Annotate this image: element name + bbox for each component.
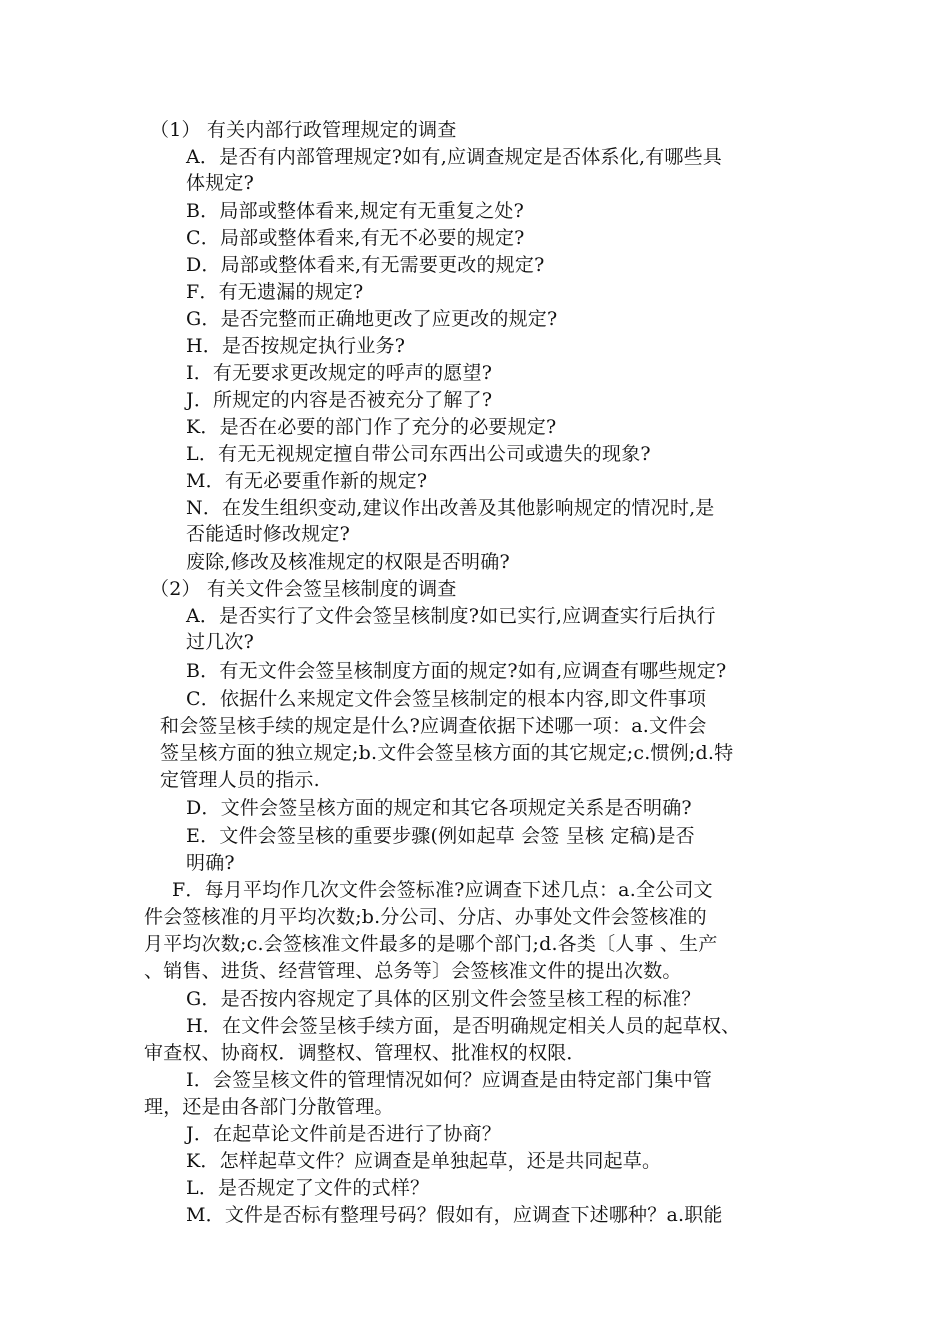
s1-item-n-cont: 否能适时修改规定? xyxy=(186,523,350,545)
s2-item-l: L．是否规定了文件的式样？ xyxy=(186,1177,430,1199)
s1-item-f: F．有无遗漏的规定? xyxy=(186,281,364,303)
s2-item-i: I．会签呈核文件的管理情况如何？应调查是由特定部门集中管 xyxy=(186,1069,713,1091)
s1-item-a-cont: 体规定? xyxy=(186,172,254,194)
s1-item-i: I．有无要求更改规定的呼声的愿望? xyxy=(186,362,493,384)
s2-item-k: K．怎样起草文件？应调查是单独起草，还是共同起草。 xyxy=(186,1150,662,1172)
s2-item-d: D．文件会签呈核方面的规定和其它各项规定关系是否明确? xyxy=(186,797,692,819)
s2-item-i-cont: 理，还是由各部门分散管理。 xyxy=(144,1096,394,1118)
s2-item-m: M．文件是否标有整理号码？假如有，应调查下述哪种？a.职能 xyxy=(186,1204,723,1226)
s1-item-l: L．有无无视规定擅自带公司东西出公司或遗失的现象? xyxy=(186,443,651,465)
section-1-heading: （1） 有关内部行政管理规定的调查 xyxy=(150,119,457,141)
s1-item-d: D．局部或整体看来,有无需要更改的规定? xyxy=(186,254,545,276)
s2-item-h-cont: 审查权、协商权．调整权、管理权、批准权的权限． xyxy=(144,1042,586,1064)
s1-item-m: M．有无必要重作新的规定? xyxy=(186,470,428,492)
s2-item-f: F．每月平均作几次文件会签标准?应调查下述几点：a.全公司文 xyxy=(172,879,713,901)
s2-item-c-cont1: 和会签呈核手续的规定是什么?应调查依据下述哪一项：a.文件会 xyxy=(160,715,707,737)
s2-item-c-cont2: 签呈核方面的独立规定;b.文件会签呈核方面的其它规定;c.惯例;d.特 xyxy=(160,742,734,764)
s2-item-e-cont: 明确? xyxy=(186,852,235,874)
s2-item-h: H．在文件会签呈核手续方面，是否明确规定相关人员的起草权、 xyxy=(186,1015,741,1037)
s1-item-a: A．是否有内部管理规定?如有,应调查规定是否体系化,有哪些具 xyxy=(186,146,722,168)
s1-item-c: C．局部或整体看来,有无不必要的规定? xyxy=(186,227,525,249)
s1-item-g: G．是否完整而正确地更改了应更改的规定? xyxy=(186,308,558,330)
s2-item-j: J．在起草论文件前是否进行了协商？ xyxy=(186,1123,502,1145)
s2-item-a: A．是否实行了文件会签呈核制度?如已实行,应调查实行后执行 xyxy=(186,605,716,627)
s1-item-k: K．是否在必要的部门作了充分的必要规定? xyxy=(186,416,557,438)
s2-item-c: C．依据什么来规定文件会签呈核制定的根本内容,即文件事项 xyxy=(186,688,707,710)
s2-item-b: B．有无文件会签呈核制度方面的规定?如有,应调查有哪些规定? xyxy=(186,660,727,682)
s1-item-b: B．局部或整体看来,规定有无重复之处? xyxy=(186,200,524,222)
s2-item-c-cont3: 定管理人员的指示. xyxy=(160,769,320,791)
s2-item-f-cont3: 、销售、进货、经营管理、总务等〕会签核准文件的提出次数。 xyxy=(144,960,682,982)
s2-item-f-cont2: 月平均次数;c.会签核准文件最多的是哪个部门;d.各类〔人事 、生产 xyxy=(144,933,718,955)
s2-item-e: E．文件会签呈核的重要步骤(例如起草 会签 呈核 定稿)是否 xyxy=(186,825,695,847)
s1-item-last: 废除,修改及核准规定的权限是否明确? xyxy=(186,551,510,573)
section-2-heading: （2） 有关文件会签呈核制度的调查 xyxy=(150,578,457,600)
s2-item-f-cont1: 件会签核准的月平均次数;b.分公司、分店、办事处文件会签核准的 xyxy=(144,906,707,928)
s1-item-h: H．是否按规定执行业务? xyxy=(186,335,406,357)
s1-item-n: N．在发生组织变动,建议作出改善及其他影响规定的情况时,是 xyxy=(186,497,715,519)
s1-item-j: J．所规定的内容是否被充分了解了? xyxy=(186,389,493,411)
s2-item-g: G．是否按内容规定了具体的区别文件会签呈核工程的标准？ xyxy=(186,988,701,1010)
s2-item-a-cont: 过几次? xyxy=(186,631,254,653)
